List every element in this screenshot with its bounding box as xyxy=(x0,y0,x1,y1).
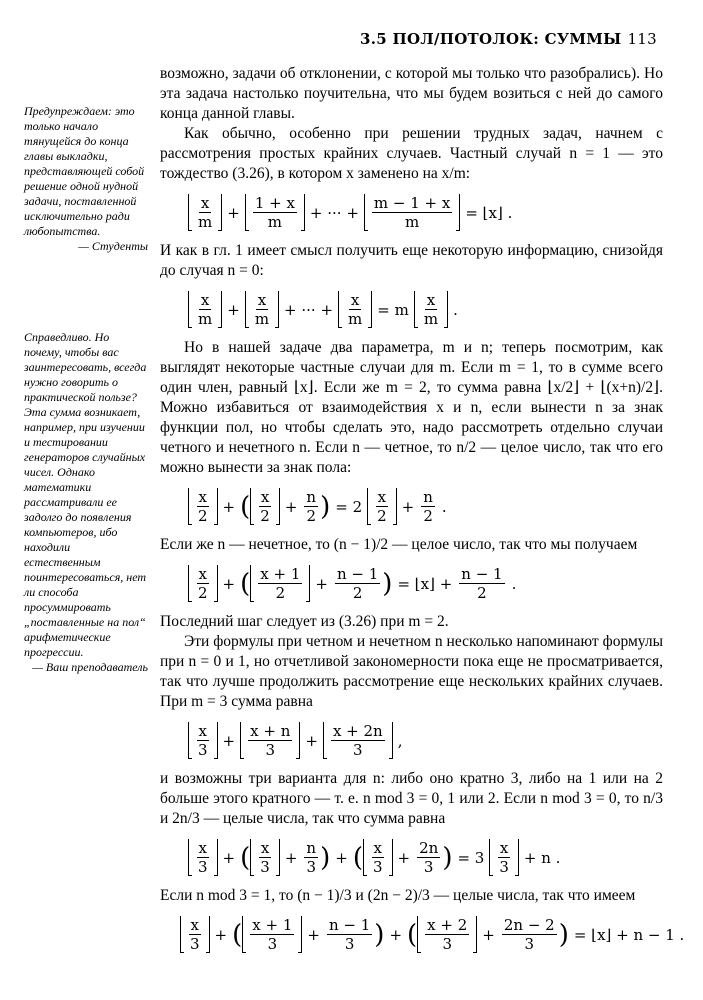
formula-5: x 3 + x + n 3 + x + 2n 3 , xyxy=(188,722,663,759)
formula-7: x 3 + ( x + 1 3 + $\frac{n - 1}{3}$ ) + ( x + 2 3 + $\frac{2n - 2}{3}$ ) = ⌊x⌋ + n − 1 . xyxy=(180,916,663,953)
margin-note-text: Справедливо. Но почему, чтобы вас заинтересовать, всегда нужно говорить о практической пользе? Эта сумма возникает, например, при изучении и тестировании генераторов случайных чисел. Однако математики рассматривали ее задолго до появления компьютеров, ибо находили естественным поинтересоваться, нет ли способа просуммировать „поставленные на пол“ арифметические прогрессии. xyxy=(24,330,147,659)
paragraph: Если n mod 3 = 1, то (n − 1)/3 и (2n − 2)/3 — целые числа, так что имеем xyxy=(160,887,636,904)
paragraph: Но в нашей задаче два параметра, m и n; теперь посмотрим, как выглядят некоторые частные случаи для m. Если m = 1, то в сумме всего один член, равный ⌊x⌋. Если же m = 2, то сумма равна ⌊x/2⌋ + ⌊(x+n)/2⌋. Можно избавиться от взаимодействия x и n, если вынести n за знак функции пол, но чтобы сделать это, надо рассмотреть отдельно случаи четного и нечетного n. Если n — четное, то n/2 — целое число, так что его можно вынести за знак пола: xyxy=(160,339,663,476)
margin-note-teacher xyxy=(24,330,148,675)
margin-note-students xyxy=(24,104,148,254)
formula-tail: = ⌊x⌋ + xyxy=(397,574,453,593)
formula-2: x m + x m + ··· + x m = m x m . xyxy=(188,291,663,328)
paragraph: Эти формулы при четном и нечетном n несколько напоминают формулы при n = 0 и 1, но отчетливой закономерности пока еще не просматривается, так что лучше продолжить рассмотрение еще нескольких крайних случаев. При m = 3 сумма равна xyxy=(160,633,663,710)
paragraph: Если же n — нечетное, то (n − 1)/2 — целое число, так что мы получаем xyxy=(160,536,638,553)
paragraph: и возможны три варианта для n: либо оно кратно 3, либо на 1 или на 2 больше этого кратного — т. е. n mod 3 = 0, 1 или 2. Если n mod 3 = 0, то n/3 и 2n/3 — целые числа, так что сумма равна xyxy=(160,770,663,827)
margin-note-signature: — Ваш преподаватель xyxy=(32,660,148,674)
paragraph: И как в гл. 1 имеет смысл получить еще некоторую информацию, снизойдя до случая n = 0: xyxy=(160,242,663,279)
page-number: 113 xyxy=(627,30,657,48)
running-header xyxy=(360,30,657,48)
formula-tail: = m xyxy=(377,300,409,319)
margin-note-signature: — Студенты xyxy=(78,239,148,253)
margin-note-text: Предупреждаем: это только начало тянущейся до конца главы выкладки, представляющей собой решение одной нудной задачи, поставленной исключительно ради любопытства. xyxy=(24,104,145,238)
formula-tail: = 2 xyxy=(335,497,363,516)
formula-tail: = ⌊x⌋ + n − 1 . xyxy=(573,925,685,944)
formula-4: x 2 + ( x + 1 2 + $\frac{n - 1}{2}$ ) = ⌊x⌋ + $\frac{n - 1}{2}$ . xyxy=(188,565,663,602)
formula-6: x 3 + ( x 3 + $\frac{n}{3}$ ) + ( x 3 + $\frac{2n}{3}$ ) = 3 x 3 + n . xyxy=(188,839,663,876)
formula-1: x m + 1 + x m + ··· + m − 1 + x m = ⌊x⌋ . xyxy=(188,194,663,231)
main-text xyxy=(160,64,685,963)
paragraph: возможно, задачи об отклонении, с которой мы только что разобрались). Но эта задача настолько поучительна, что мы будем возиться с ней до самого конца данной главы. xyxy=(160,65,663,122)
header-title: 3.5 ПОЛ/ПОТОЛОК: СУММЫ xyxy=(360,30,622,48)
formula-tail: = 3 xyxy=(457,848,485,867)
formula-tail: = ⌊x⌋ . xyxy=(465,203,513,222)
paragraph: Как обычно, особенно при решении трудных задач, начнем с рассмотрения простых крайних случаев. Частный случай n = 1 — это тождество (3.26), в котором x заменено на x/m: xyxy=(160,125,663,182)
formula-3: x 2 + ( x 2 + $\frac{n}{2}$ ) = 2 x 2 + $\frac{n}{2}$ . xyxy=(188,488,663,525)
paragraph: Последний шаг следует из (3.26) при m = 2. xyxy=(160,613,449,630)
